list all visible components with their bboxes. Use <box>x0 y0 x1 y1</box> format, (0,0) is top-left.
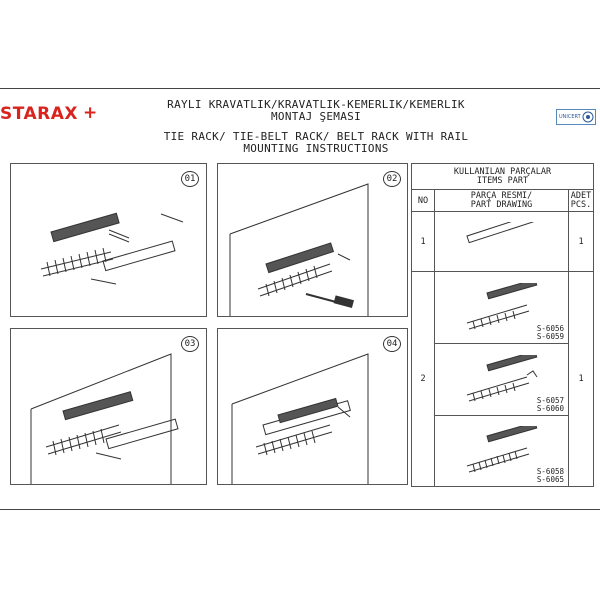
tie-rack-drawing <box>457 283 547 333</box>
title-subline-en: MOUNTING INSTRUCTIONS <box>243 142 389 155</box>
variant-2-codes <box>537 397 564 413</box>
variant-1-code-b: S-6059 <box>536 332 564 341</box>
step-number-03: 03 <box>181 336 199 352</box>
step-number-02: 02 <box>383 171 401 187</box>
step-04-illustration <box>218 329 407 484</box>
row-1-qty: 1 <box>569 212 594 272</box>
table-row <box>412 272 594 344</box>
col-drawing-tr: PARÇA RESMI/ <box>470 190 533 201</box>
title-subline-tr: MONTAJ ŞEMASI <box>271 110 361 123</box>
step-panel-01 <box>10 163 207 317</box>
parts-table-title <box>412 164 594 190</box>
brand-name: STARAX <box>0 104 79 124</box>
title-line-en: TIE RACK/ TIE-BELT RACK/ BELT RACK WITH RAIL <box>163 130 469 143</box>
variant-3-code-b: S-6065 <box>536 475 564 484</box>
step-panel-02 <box>217 163 408 317</box>
certification-badge <box>556 109 596 125</box>
variant-2-code-a: S-6057 <box>536 396 564 405</box>
variant-2-code-b: S-6060 <box>536 404 564 413</box>
row-2-variant-1 <box>435 272 569 344</box>
step-03-illustration <box>11 329 206 484</box>
step-panel-03 <box>10 328 207 485</box>
parts-header-tr: KULLANILAN PARÇALAR <box>453 166 552 177</box>
table-row <box>412 212 594 272</box>
title-line-tr: RAYLI KRAVATLIK/KRAVATLIK-KEMERLIK/KEMERLIK <box>167 98 465 111</box>
table-row <box>412 344 594 416</box>
variant-3-codes <box>537 468 564 484</box>
parts-table <box>411 163 594 487</box>
col-header-no: NO <box>412 190 435 212</box>
parts-header-en: ITEMS PART <box>476 175 529 186</box>
col-qty-en: PCS. <box>570 199 592 210</box>
table-row <box>412 416 594 487</box>
wood-rail-drawing <box>457 222 547 262</box>
step-number-04: 04 <box>383 336 401 352</box>
step-panel-04 <box>217 328 408 485</box>
row-2-variant-3 <box>435 416 569 487</box>
col-qty-tr: ADET <box>570 190 592 201</box>
top-rule <box>0 88 600 89</box>
variant-1-codes <box>537 325 564 341</box>
cert-label: UNICERT <box>559 114 581 120</box>
col-header-qty <box>569 190 594 212</box>
row-1-drawing <box>435 212 569 272</box>
row-2-qty: 1 <box>569 272 594 487</box>
step-01-illustration <box>11 164 206 316</box>
col-header-drawing <box>435 190 569 212</box>
brand-mark: + <box>83 103 98 123</box>
step-02-illustration <box>218 164 407 316</box>
tie-belt-rack-drawing <box>457 355 547 405</box>
starax-logo <box>0 103 98 124</box>
row-1-no: 1 <box>412 212 435 272</box>
row-2-no: 2 <box>412 272 435 487</box>
step-number-01: 01 <box>181 171 199 187</box>
variant-1-code-a: S-6056 <box>536 324 564 333</box>
belt-rack-drawing <box>457 426 547 476</box>
col-drawing-en: PART DRAWING <box>470 199 533 210</box>
variant-3-code-a: S-6058 <box>536 467 564 476</box>
bottom-rule <box>0 509 600 510</box>
row-2-variant-2 <box>435 344 569 416</box>
